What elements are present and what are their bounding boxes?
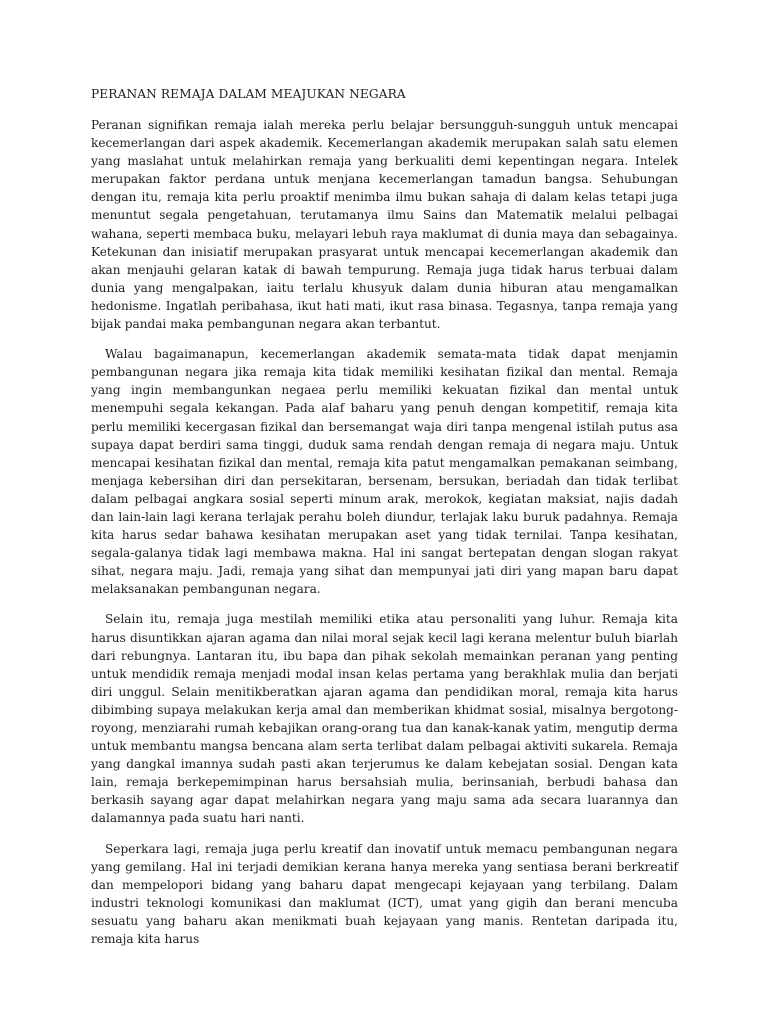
- document-body: [91, 85, 678, 960]
- paragraph-4: Seperkara lagi, remaja juga perlu kreatif dan inovatif untuk memacu pembangunan negara yang gemilang. Hal ini terjadi demikian kerana hanya mereka yang sentiasa berani berkreatif dan mempelopori bidang yang baharu dapat mengecapi kejayaan yang terbilang. Dalam industri teknologi komunikasi dan maklumat (ICT), umat yang gigih dan berani mencuba sesuatu yang baharu akan menikmati buah kejayaan yang manis. Rentetan daripada itu, remaja kita harus: [91, 841, 678, 947]
- document-title: PERANAN REMAJA DALAM MEAJUKAN NEGARA: [91, 87, 406, 101]
- paragraph-1: Peranan signifikan remaja ialah mereka perlu belajar bersungguh-sungguh untuk mencapai kecemerlangan dari aspek akademik. Kecemerlangan akademik merupakan salah satu elemen yang maslahat untuk melahirkan remaja yang berkualiti demi kepentingan negara. Intelek merupakan faktor perdana untuk menjana kecemerlangan tamadun bangsa. Sehubungan dengan itu, remaja kita perlu proaktif menimba ilmu bukan sahaja di dalam kelas tetapi juga menuntut segala pengetahuan, terutamanya ilmu Sains dan Matematik melalui pelbagai wahana, seperti membaca buku, melayari lebuh raya maklumat di dunia maya dan sebagainya. Ketekunan dan inisiatif merupakan prasyarat untuk mencapai kecemerlangan akademik dan akan menjauhi gelaran katak di bawah tempurung. Remaja juga tidak harus terbuai dalam dunia yang mengalpakan, iaitu terlalu khusyuk dalam dunia hiburan atau mengamalkan hedonisme. Ingatlah peribahasa, ikut hati mati, ikut rasa binasa. Tegasnya, tanpa remaja yang bijak pandai maka pembangunan negara akan terbantut.: [91, 118, 678, 332]
- paragraph-2: Walau bagaimanapun, kecemerlangan akademik semata-mata tidak dapat menjamin pembangunan negara jika remaja kita tidak memiliki kesihatan fizikal dan mental. Remaja yang ingin membangunkan negaea perlu memiliki kekuatan fizikal dan mental untuk menempuhi segala kekangan. Pada alaf baharu yang penuh dengan kompetitif, remaja kita perlu memiliki kecergasan fizikal dan bersemangat waja diri tanpa mengenal istilah putus asa supaya dapat berdiri sama tinggi, duduk sama rendah dengan remaja di negara maju. Untuk mencapai kesihatan fizikal dan mental, remaja kita patut mengamalkan pemakanan seimbang, menjaga kebersihan diri dan persekitaran, bersenam, bersukan, beriadah dan tidak terlibat dalam pelbagai angkara sosial seperti minum arak, merokok, kegiatan maksiat, najis dadah dan lain-lain lagi kerana terlajak perahu boleh diundur, terlajak laku buruk padahnya. Remaja kita harus sedar bahawa kesihatan merupakan aset yang tidak ternilai. Tanpa kesihatan, segala-galanya tidak lagi membawa makna. Hal ini sangat bertepatan dengan slogan rakyat sihat, negara maju. Jadi, remaja yang sihat dan mempunyai jati diri yang mapan baru dapat melaksanakan pembangunan negara.: [91, 347, 678, 597]
- paragraph-3: Selain itu, remaja juga mestilah memiliki etika atau personaliti yang luhur. Remaja kita harus disuntikkan ajaran agama dan nilai moral sejak kecil lagi kerana melentur buluh biarlah dari rebungnya. Lantaran itu, ibu bapa dan pihak sekolah memainkan peranan yang penting untuk mendidik remaja menjadi modal insan kelas pertama yang berakhlak mulia dan berjati diri unggul. Selain menitikberatkan ajaran agama dan pendidikan moral, remaja kita harus dibimbing supaya melakukan kerja amal dan memberikan khidmat sosial, misalnya bergotong-royong, menziarahi rumah kebajikan orang-orang tua dan kanak-kanak yatim, mengutip derma untuk membantu mangsa bencana alam serta terlibat dalam pelbagai aktiviti sukarela. Remaja yang dangkal imannya sudah pasti akan terjerumus ke dalam kebejatan sosial. Dengan kata lain, remaja berkepemimpinan harus bersahsiah mulia, berinsaniah, berbudi bahasa dan berkasih sayang agar dapat melahirkan negara yang maju sama ada secara luarannya dan dalamannya pada suatu hari nanti.: [91, 612, 678, 826]
